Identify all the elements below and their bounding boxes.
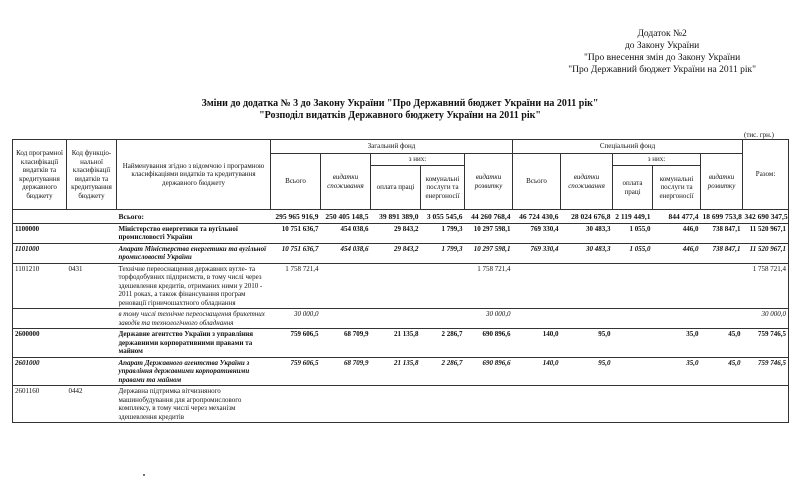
cell-g-dev: 10 297 598,1 [465,243,513,263]
cell-g-util: 1 799,3 [421,243,465,263]
cell-s-util: 446,0 [653,223,701,243]
cell-s-util [653,386,701,423]
cell-g-util [421,386,465,423]
col-g-total: Всього [271,154,321,210]
cell-g-util [421,263,465,309]
cell-g-dev: 10 297 598,1 [465,223,513,243]
cell-g-total: 10 751 636,7 [271,243,321,263]
cell-s-util: 35,0 [653,329,701,358]
cell-sum: 1 758 721,4 [743,263,789,309]
cell-code: 1100000 [13,223,67,243]
cell-g-sal [371,263,421,309]
col-sum: Разом: [743,140,789,210]
cell-g-dev: 1 758 721,4 [465,263,513,309]
cell-g-total: 759 606,5 [271,329,321,358]
cell-g-cons: 454 038,6 [321,243,371,263]
cell-s-sal [613,329,653,358]
cell-g-cons [321,386,371,423]
cell-g-cons [321,263,371,309]
col-s-consumption: видатки споживання [561,154,613,210]
cell-s-cons: 95,0 [561,329,613,358]
col-s-total: Всього [513,154,561,210]
cell-s-cons: 28 024 676,8 [561,210,613,224]
cell-s-total: 140,0 [513,357,561,386]
cell-s-dev [701,263,743,309]
cell-sum: 30 000,0 [743,309,789,329]
cell-g-sal: 29 843,2 [371,223,421,243]
cell-g-cons: 68 709,9 [321,357,371,386]
cell-s-total: 140,0 [513,329,561,358]
table-row [13,357,789,386]
cell-s-dev: 45,0 [701,357,743,386]
cell-func: 0431 [67,263,117,309]
cell-s-total [513,263,561,309]
cell-code: 1101210 [13,263,67,309]
cell-sum: 759 746,5 [743,357,789,386]
cell-func: 0442 [67,386,117,423]
cell-s-total: 769 330,4 [513,243,561,263]
col-g-utilities: комунальні послуги та енергоносії [421,166,465,210]
cell-g-util [421,309,465,329]
cell-s-cons: 30 483,3 [561,223,613,243]
table-body [13,210,789,423]
cell-func [67,329,117,358]
table-row [13,386,789,423]
appendix-law-title-1: "Про внесення змін до Закону України [584,53,741,63]
col-special-fund: Спеціальний фонд [513,140,743,154]
cell-s-cons [561,309,613,329]
appendix-law-title-2: "Про Державний бюджет України на 2011 рік" [568,65,756,75]
title-line-2: "Розподіл видатків Державного бюджету України на 2011 рік" [259,110,541,121]
col-g-development: видатки розвитку [465,154,513,210]
cell-code: 2601000 [13,357,67,386]
col-g-salary: оплата праці [371,166,421,210]
cell-g-cons: 250 405 148,5 [321,210,371,224]
cell-s-util: 844 477,4 [653,210,701,224]
appendix-number: Додаток №2 [637,29,687,39]
cell-s-sal [613,386,653,423]
cell-g-sal: 21 135,8 [371,329,421,358]
total-row [13,210,789,224]
cell-g-dev: 690 896,6 [465,357,513,386]
table-row [13,329,789,358]
cell-g-total: 10 751 636,7 [271,223,321,243]
cell-s-total: 46 724 430,6 [513,210,561,224]
cell-name: в тому числі технічне переоснащення брикетних заводів та технологічного обладнання [117,309,271,329]
cell-s-cons: 95,0 [561,357,613,386]
col-general-fund: Загальний фонд [271,140,513,154]
col-s-utilities: комунальні послуги та енергоносії [653,166,701,210]
cell-s-dev: 45,0 [701,329,743,358]
cell-s-dev: 738 847,1 [701,243,743,263]
units-label: (тис. грн.) [744,131,774,139]
cell-name: Міністерство енергетики та вугільної промисловості України [117,223,271,243]
cell-s-util [653,263,701,309]
cell-g-sal [371,309,421,329]
cell-s-dev [701,386,743,423]
cell-code [13,210,67,224]
scan-speck [143,474,145,476]
cell-g-dev [465,386,513,423]
cell-g-total: 295 965 916,9 [271,210,321,224]
col-name: Найменування згідно з відомчою і програмною класифікаціями видатків та кредитування державного бюджету [117,140,271,210]
cell-g-dev: 690 896,6 [465,329,513,358]
table-row [13,263,789,309]
table-row [13,223,789,243]
col-program-code: Код програмної класифікації видатків та кредитування державного бюджету [13,140,67,210]
cell-g-total: 759 606,5 [271,357,321,386]
col-g-consumption: видатки споживання [321,154,371,210]
cell-name: Технічне переоснащення державних вугле- та торфодобувних підприємств, в тому числі через здешевлення кредитів, отриманих ними у 2010 - 2011 роках, а також фінансування програм реновації гірничошахтного обладнання [117,263,271,309]
cell-g-sal [371,386,421,423]
cell-g-util: 2 286,7 [421,329,465,358]
table-row [13,309,789,329]
cell-s-util: 446,0 [653,243,701,263]
cell-g-sal: 21 135,8 [371,357,421,386]
col-g-of-them: з них: [371,154,465,166]
cell-s-sal [613,309,653,329]
cell-s-cons: 30 483,3 [561,243,613,263]
cell-g-total: 1 758 721,4 [271,263,321,309]
cell-func [67,210,117,224]
cell-s-dev: 18 699 753,8 [701,210,743,224]
cell-sum: 342 690 347,5 [743,210,789,224]
cell-g-cons: 454 038,6 [321,223,371,243]
cell-sum [743,386,789,423]
cell-func [67,223,117,243]
cell-sum: 759 746,5 [743,329,789,358]
cell-g-cons [321,309,371,329]
document-title [0,98,800,122]
appendix-law-line: до Закону України [624,41,700,51]
cell-sum: 11 520 967,1 [743,223,789,243]
cell-s-cons [561,263,613,309]
table-row [13,243,789,263]
cell-name: Державне агентство України з управління державними корпоративними правами та майном [117,329,271,358]
cell-g-dev: 30 000,0 [465,309,513,329]
cell-s-util [653,309,701,329]
cell-g-cons: 68 709,9 [321,329,371,358]
col-func-code: Код функціо- нальної класифікації видатків та кредитування бюджету [67,140,117,210]
cell-g-util: 3 055 545,6 [421,210,465,224]
cell-g-total: 30 000,0 [271,309,321,329]
cell-code: 2600000 [13,329,67,358]
cell-name: Апарат Міністерства енергетики та вугільної промисловості України [117,243,271,263]
cell-s-sal [613,357,653,386]
cell-s-sal: 1 055,0 [613,243,653,263]
cell-g-dev: 44 260 768,4 [465,210,513,224]
cell-code: 2601160 [13,386,67,423]
cell-func [67,309,117,329]
cell-s-dev [701,309,743,329]
cell-func [67,243,117,263]
cell-s-cons [561,386,613,423]
cell-name: Всього: [117,210,271,224]
cell-g-util: 1 799,3 [421,223,465,243]
col-s-development: видатки розвитку [701,154,743,210]
cell-code: 1101000 [13,243,67,263]
cell-g-sal: 39 891 389,0 [371,210,421,224]
cell-s-sal [613,263,653,309]
col-s-of-them: з них: [613,154,701,166]
cell-name: Державна підтримка вітчизняного машинобудування для агропромислового комплексу, в тому числі через механізм здешевлення кредитів [117,386,271,423]
col-s-salary: оплата праці [613,166,653,210]
cell-func [67,357,117,386]
cell-s-dev: 738 847,1 [701,223,743,243]
cell-s-total [513,309,561,329]
cell-s-util: 35,0 [653,357,701,386]
title-line-1: Зміни до додатка № 3 до Закону України "Про Державний бюджет України на 2011 рік" [201,98,599,109]
cell-g-total [271,386,321,423]
cell-g-sal: 29 843,2 [371,243,421,263]
cell-s-sal: 2 119 449,1 [613,210,653,224]
cell-s-total [513,386,561,423]
cell-code [13,309,67,329]
cell-sum: 11 520 967,1 [743,243,789,263]
cell-g-util: 2 286,7 [421,357,465,386]
appendix-header [568,28,756,76]
cell-s-total: 769 330,4 [513,223,561,243]
cell-name: Апарат Державного агентства України з управління державними корпоративними правами та майном [117,357,271,386]
table-header [13,140,789,210]
cell-s-sal: 1 055,0 [613,223,653,243]
budget-table [12,139,789,423]
